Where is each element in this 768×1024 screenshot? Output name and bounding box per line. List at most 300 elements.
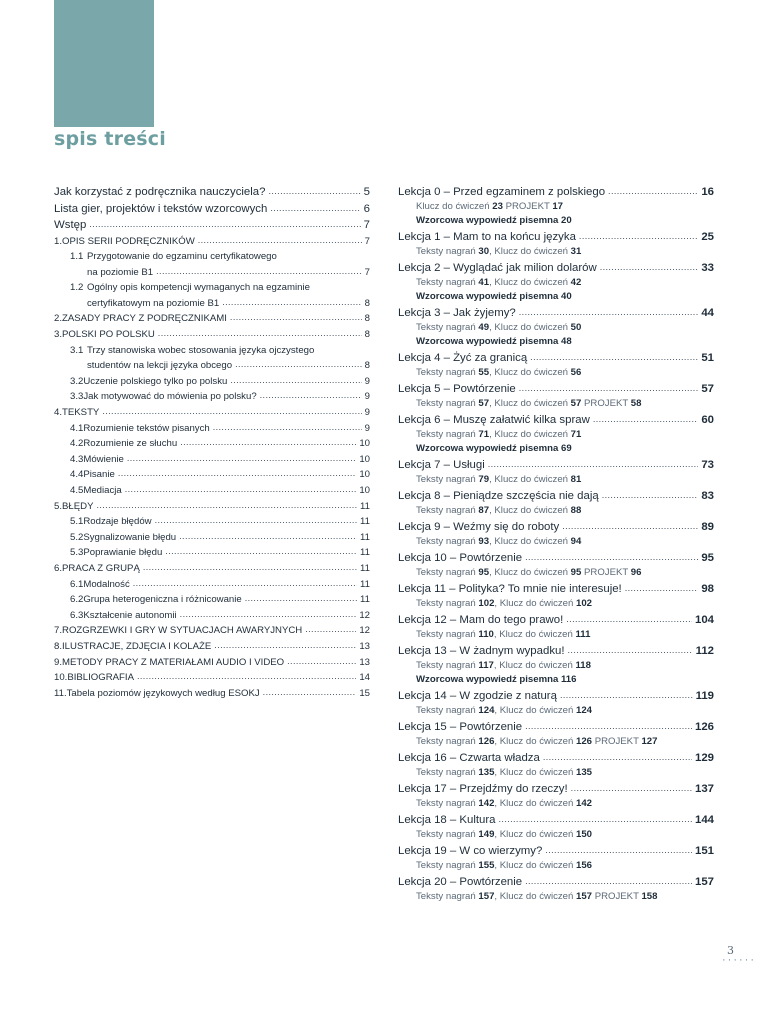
lesson-detail xyxy=(398,429,714,443)
detail-page-ref: 58 xyxy=(630,398,642,409)
detail-label: Teksty nagrań xyxy=(416,629,479,640)
toc-section[interactable] xyxy=(54,641,370,657)
lesson-entry[interactable] xyxy=(398,814,714,843)
toc-section-number: 6. xyxy=(54,562,63,574)
lesson-entry[interactable] xyxy=(398,521,714,550)
detail-page-ref: 71 xyxy=(478,429,490,440)
lesson-title: Lekcja 2 – Wyglądać jak milion dolarów xyxy=(398,262,597,274)
lesson-heading[interactable] xyxy=(398,721,714,736)
dot-leader xyxy=(260,390,362,401)
toc-subsection-page: 10 xyxy=(359,438,370,450)
dot-leader xyxy=(118,468,357,479)
toc-subsection[interactable] xyxy=(54,532,370,548)
lesson-heading[interactable] xyxy=(398,583,714,598)
detail-page-ref: 117 xyxy=(478,660,494,671)
toc-section[interactable] xyxy=(54,329,370,345)
toc-section-page: 7 xyxy=(364,235,370,247)
lesson-page: 95 xyxy=(701,552,714,564)
detail-page-ref: 41 xyxy=(478,277,490,288)
dot-leader xyxy=(179,531,357,542)
lesson-entry[interactable] xyxy=(398,783,714,812)
detail-page-ref: 149 xyxy=(478,829,495,840)
lesson-page: 60 xyxy=(701,414,714,426)
detail-label: PROJEKT xyxy=(581,567,631,578)
toc-section-page: 13 xyxy=(359,640,370,652)
dot-leader xyxy=(602,489,699,501)
detail-label: Teksty nagrań xyxy=(416,829,479,840)
toc-subsection-line1 xyxy=(54,282,370,298)
dot-leader xyxy=(579,230,698,242)
toc-entry-title: Wstęp xyxy=(54,219,87,231)
dot-leader xyxy=(165,546,357,557)
dot-leader xyxy=(525,875,692,887)
toc-subsection[interactable] xyxy=(54,485,370,501)
lesson-detail xyxy=(398,246,714,260)
lesson-title: Lekcja 1 – Mam to na końcu języka xyxy=(398,231,576,243)
detail-label: PROJEKT xyxy=(502,201,553,212)
lesson-entry[interactable] xyxy=(398,845,714,874)
lesson-entry[interactable] xyxy=(398,414,714,457)
toc-subsection[interactable] xyxy=(54,391,370,407)
page-number: 3 xyxy=(727,944,734,957)
detail-page-ref: 95 xyxy=(478,567,490,578)
toc-subsection-number: 1.1 xyxy=(70,251,84,263)
lesson-title: Lekcja 12 – Mam do tego prawo! xyxy=(398,614,564,626)
toc-subsection-title-cont: studentów na lekcji języka obcego xyxy=(87,360,233,372)
toc-subsection-title-cont: certyfikatowym na poziomie B1 xyxy=(87,297,220,309)
dot-leader xyxy=(525,551,698,563)
lesson-entry[interactable] xyxy=(398,614,714,643)
lesson-heading[interactable] xyxy=(398,645,714,660)
dot-leader xyxy=(180,437,356,448)
dot-leader xyxy=(545,844,692,856)
toc-section[interactable] xyxy=(54,563,370,579)
toc-section-title: BŁĘDY xyxy=(62,500,94,512)
detail-label: Teksty nagrań xyxy=(416,322,479,333)
lesson-detail xyxy=(398,505,714,519)
toc-section[interactable] xyxy=(54,672,370,688)
dot-leader xyxy=(568,644,693,656)
toc-subsection[interactable] xyxy=(54,438,370,454)
toc-subsection-number: 5.3 xyxy=(70,547,84,559)
lesson-heading[interactable] xyxy=(398,752,714,767)
toc-subsection[interactable] xyxy=(54,547,370,563)
lesson-detail xyxy=(398,736,714,750)
toc-subsection[interactable] xyxy=(54,579,370,595)
detail-page-ref: 124 xyxy=(576,705,593,716)
detail-page-ref: 57 xyxy=(570,398,582,409)
dot-leader xyxy=(214,640,356,651)
lesson-detail xyxy=(398,398,714,412)
detail-label: PROJEKT xyxy=(581,398,631,409)
detail-page-ref: 93 xyxy=(478,536,490,547)
dot-leader xyxy=(235,359,362,370)
detail-label: , Klucz do ćwiczeń xyxy=(489,536,571,547)
dot-leader xyxy=(180,609,357,620)
toc-entry[interactable] xyxy=(54,219,370,236)
lesson-page: 25 xyxy=(701,231,714,243)
toc-section-number: 4. xyxy=(54,407,63,419)
detail-page-ref: 135 xyxy=(576,767,593,778)
lesson-heading[interactable] xyxy=(398,783,714,798)
detail-page-ref: 81 xyxy=(570,474,582,485)
lesson-entry[interactable] xyxy=(398,459,714,488)
lesson-entry[interactable] xyxy=(398,383,714,412)
dot-leader xyxy=(158,328,362,339)
dot-leader xyxy=(263,687,357,698)
toc-subsection-page: 11 xyxy=(360,594,370,606)
detail-label: , Klucz do ćwiczeń xyxy=(489,277,571,288)
lesson-heading[interactable] xyxy=(398,521,714,536)
lesson-entry[interactable] xyxy=(398,490,714,519)
lesson-heading[interactable] xyxy=(398,352,714,367)
toc-subsection-number: 4.3 xyxy=(70,453,84,465)
dot-leader xyxy=(143,562,357,573)
dot-leader xyxy=(268,185,360,197)
lesson-detail xyxy=(398,322,714,336)
lesson-title: Lekcja 14 – W zgodzie z naturą xyxy=(398,690,557,702)
toc-subsection[interactable] xyxy=(54,454,370,470)
toc-section[interactable] xyxy=(54,501,370,517)
lesson-page: 119 xyxy=(695,690,714,702)
lesson-page: 33 xyxy=(701,262,714,274)
toc-subsection-page: 11 xyxy=(360,547,370,559)
lesson-entry[interactable] xyxy=(398,721,714,750)
lesson-heading[interactable] xyxy=(398,459,714,474)
toc-section-page: 12 xyxy=(359,625,370,637)
detail-page-ref: 30 xyxy=(478,246,490,257)
toc-section-title: TEKSTY xyxy=(62,407,100,419)
toc-right-column xyxy=(398,186,714,907)
toc-subsection-line1 xyxy=(54,251,370,267)
toc-subsection-title: Jak motywować do mówienia po polsku? xyxy=(83,391,257,403)
detail-page-ref: 111 xyxy=(575,629,591,640)
detail-label: , Klucz do ćwiczeń xyxy=(489,322,571,333)
detail-label: Teksty nagrań xyxy=(416,536,479,547)
lesson-entry[interactable] xyxy=(398,876,714,905)
dot-leader xyxy=(125,484,357,495)
lesson-page: 129 xyxy=(694,752,714,764)
detail-label: Teksty nagrań xyxy=(416,567,479,578)
lesson-heading[interactable] xyxy=(398,383,714,398)
lesson-title: Lekcja 13 – W żadnym wypadku! xyxy=(398,645,565,657)
toc-subsection[interactable] xyxy=(54,251,370,282)
dot-leader xyxy=(625,582,699,594)
dot-leader xyxy=(96,500,357,511)
detail-label: , Klucz do ćwiczeń xyxy=(489,567,571,578)
detail-label: , Klucz do ćwiczeń xyxy=(493,660,576,671)
lesson-page: 44 xyxy=(701,307,714,319)
toc-subsection[interactable] xyxy=(54,610,370,626)
toc-section-title: OPIS SERII PODRĘCZNIKÓW xyxy=(62,235,195,247)
detail-page-ref: 87 xyxy=(478,505,490,516)
toc-subsection-page: 9 xyxy=(364,422,370,434)
detail-label: , Klucz do ćwiczeń xyxy=(489,246,571,257)
toc-section-title: BIBLIOGRAFIA xyxy=(67,672,134,684)
toc-section-page: 8 xyxy=(364,313,370,325)
lesson-heading[interactable] xyxy=(398,262,714,277)
detail-label: Teksty nagrań xyxy=(416,798,479,809)
lesson-title: Lekcja 3 – Jak żyjemy? xyxy=(398,307,516,319)
lesson-page: 151 xyxy=(694,845,714,857)
dot-leader xyxy=(133,578,357,589)
toc-subsection-page: 10 xyxy=(359,469,370,481)
detail-page-ref: 55 xyxy=(478,367,490,378)
lesson-page: 104 xyxy=(694,614,714,626)
lesson-detail xyxy=(398,277,714,291)
detail-label: , Klucz do ćwiczeń xyxy=(494,767,577,778)
lesson-heading[interactable] xyxy=(398,307,714,322)
dot-leader xyxy=(102,406,361,417)
detail-label: Teksty nagrań xyxy=(416,598,479,609)
lesson-heading[interactable] xyxy=(398,814,714,829)
toc-section[interactable] xyxy=(54,236,370,252)
detail-label: Teksty nagrań xyxy=(416,367,479,378)
toc-subsection-line2 xyxy=(54,267,370,283)
detail-page-ref: 94 xyxy=(570,536,582,547)
detail-page-ref: 79 xyxy=(478,474,490,485)
toc-entry[interactable] xyxy=(54,203,370,220)
lesson-title: Lekcja 8 – Pieniądze szczęścia nie dają xyxy=(398,490,599,502)
toc-subsection-title: Rozumienie tekstów pisanych xyxy=(83,422,210,434)
detail-page-ref: 127 xyxy=(641,736,658,747)
toc-section-page: 11 xyxy=(360,562,370,574)
detail-page-ref: 42 xyxy=(570,277,582,288)
lesson-heading[interactable] xyxy=(398,876,714,891)
toc-subsection-page: 9 xyxy=(364,375,370,387)
toc-section[interactable] xyxy=(54,688,370,704)
toc-section[interactable] xyxy=(54,407,370,423)
detail-page-ref: 88 xyxy=(570,505,582,516)
toc-subsection-title: Poprawianie błędu xyxy=(83,547,163,559)
toc-subsection-number: 5.1 xyxy=(70,516,84,528)
toc-subsection[interactable] xyxy=(54,282,370,313)
detail-page-ref: 126 xyxy=(576,736,593,747)
detail-page-ref: 142 xyxy=(478,798,495,809)
toc-subsection-page: 11 xyxy=(360,516,370,528)
dot-leader xyxy=(530,351,698,363)
toc-subsection-title: Ogólny opis kompetencji wymaganych na egzaminie xyxy=(87,282,310,294)
toc-subsection-number: 4.4 xyxy=(70,469,84,481)
lesson-detail xyxy=(398,629,714,643)
toc-subsection[interactable] xyxy=(54,345,370,376)
lesson-detail xyxy=(398,798,714,812)
lesson-entry[interactable] xyxy=(398,262,714,305)
lesson-model-answer: Wzorcowa wypowiedź pisemna 20 xyxy=(416,215,572,226)
toc-subsection-number: 6.3 xyxy=(70,609,84,621)
toc-subsection-title: Rodzaje błędów xyxy=(83,516,152,528)
page-title: spis treści xyxy=(54,128,166,150)
detail-label: , Klucz do ćwiczeń xyxy=(494,860,577,871)
toc-subsection-number: 1.2 xyxy=(70,282,84,294)
toc-subsection-title: Modalność xyxy=(83,578,130,590)
toc-section-number: 8. xyxy=(54,640,63,652)
lesson-heading[interactable] xyxy=(398,231,714,246)
lesson-heading[interactable] xyxy=(398,490,714,505)
detail-label: Teksty nagrań xyxy=(416,277,479,288)
lesson-title: Lekcja 9 – Weźmy się do roboty xyxy=(398,521,560,533)
detail-label: Teksty nagrań xyxy=(416,246,479,257)
toc-left-column xyxy=(54,186,370,703)
toc-section-page: 9 xyxy=(364,407,370,419)
lesson-heading[interactable] xyxy=(398,414,714,429)
lesson-title: Lekcja 5 – Powtórzenie xyxy=(398,383,516,395)
toc-section[interactable] xyxy=(54,625,370,641)
toc-subsection-page: 11 xyxy=(360,531,370,543)
lesson-page: 157 xyxy=(694,876,714,888)
lesson-page: 112 xyxy=(695,645,714,657)
dot-leader xyxy=(230,312,362,323)
lesson-title: Lekcja 17 – Przejdźmy do rzeczy! xyxy=(398,783,568,795)
lesson-detail xyxy=(398,201,714,215)
lesson-heading[interactable] xyxy=(398,186,714,201)
lesson-heading[interactable] xyxy=(398,614,714,629)
toc-subsection[interactable] xyxy=(54,516,370,532)
detail-page-ref: 102 xyxy=(478,598,495,609)
dot-leader xyxy=(543,751,692,763)
lesson-detail xyxy=(398,598,714,612)
lesson-detail xyxy=(398,660,714,674)
toc-subsection[interactable] xyxy=(54,469,370,485)
dot-leader xyxy=(213,422,362,433)
dot-leader xyxy=(525,720,692,732)
detail-page-ref: 157 xyxy=(478,891,495,902)
lesson-entry[interactable] xyxy=(398,752,714,781)
lesson-entry[interactable] xyxy=(398,231,714,260)
detail-label: Teksty nagrań xyxy=(416,705,479,716)
dot-leader xyxy=(156,266,362,277)
lesson-page: 73 xyxy=(701,459,714,471)
lesson-entry[interactable] xyxy=(398,645,714,688)
lesson-title: Lekcja 6 – Muszę załatwić kilka spraw xyxy=(398,414,590,426)
lesson-page: 137 xyxy=(694,783,714,795)
toc-entry-title: Jak korzystać z podręcznika nauczyciela? xyxy=(54,186,266,198)
dot-leader xyxy=(488,458,699,470)
detail-label: , Klucz do ćwiczeń xyxy=(494,891,577,902)
lesson-detail xyxy=(398,536,714,550)
toc-section-title: POLSKI PO POLSKU xyxy=(62,329,155,341)
detail-label: Teksty nagrań xyxy=(416,474,479,485)
lesson-title: Lekcja 15 – Powtórzenie xyxy=(398,721,523,733)
toc-subsection-number: 4.5 xyxy=(70,485,84,496)
toc-subsection-title: Grupa heterogeniczna i różnicowanie xyxy=(83,594,242,606)
toc-subsection-number: 3.2 xyxy=(70,375,84,387)
detail-page-ref: 102 xyxy=(576,598,593,609)
lesson-title: Lekcja 7 – Usługi xyxy=(398,459,485,471)
lesson-detail xyxy=(398,767,714,781)
detail-label: , Klucz do ćwiczeń xyxy=(489,367,571,378)
detail-label: Teksty nagrań xyxy=(416,429,479,440)
detail-label: , Klucz do ćwiczeń xyxy=(494,598,577,609)
dot-leader xyxy=(305,624,356,635)
detail-label: Teksty nagrań xyxy=(416,505,479,516)
detail-page-ref: 56 xyxy=(570,367,582,378)
lesson-title: Lekcja 16 – Czwarta władza xyxy=(398,752,540,764)
lesson-page: 98 xyxy=(701,583,714,595)
lesson-entry[interactable] xyxy=(398,186,714,229)
detail-page-ref: 95 xyxy=(570,567,582,578)
toc-section[interactable] xyxy=(54,313,370,329)
toc-subsection-title: Sygnalizowanie błędu xyxy=(83,531,177,543)
lesson-page: 57 xyxy=(701,383,714,395)
lesson-detail xyxy=(398,829,714,843)
dot-leader xyxy=(127,453,356,464)
detail-page-ref: 150 xyxy=(576,829,593,840)
toc-section-title: ZASADY PRACY Z PODRĘCZNIKAMI xyxy=(62,313,227,325)
detail-page-ref: 57 xyxy=(478,398,490,409)
toc-section-number: 10. xyxy=(54,672,68,684)
detail-page-ref: 156 xyxy=(576,860,593,871)
detail-label: Klucz do ćwiczeń xyxy=(416,201,493,212)
toc-subsection-line2 xyxy=(54,298,370,314)
toc-entry[interactable] xyxy=(54,186,370,203)
lesson-entry[interactable] xyxy=(398,352,714,381)
toc-subsection[interactable] xyxy=(54,423,370,439)
dot-leader xyxy=(566,613,692,625)
detail-page-ref: 158 xyxy=(641,891,658,902)
dot-leader xyxy=(519,382,699,394)
lesson-title: Lekcja 11 – Polityka? To mnie nie interesuje! xyxy=(398,583,622,595)
lesson-heading[interactable] xyxy=(398,845,714,860)
lesson-heading[interactable] xyxy=(398,690,714,705)
dot-leader xyxy=(89,218,360,230)
toc-section-number: 11. xyxy=(54,687,67,699)
detail-page-ref: 124 xyxy=(478,705,495,716)
lesson-detail xyxy=(398,474,714,488)
lesson-title: Lekcja 0 – Przed egzaminem z polskiego xyxy=(398,186,606,198)
lesson-entry[interactable] xyxy=(398,690,714,719)
detail-label: Teksty nagrań xyxy=(416,891,479,902)
toc-section-title: METODY PRACY Z MATERIAŁAMI AUDIO I VIDEO xyxy=(62,656,285,668)
toc-entry-page: 6 xyxy=(363,202,370,215)
lesson-title: Lekcja 4 – Żyć za granicą xyxy=(398,352,528,364)
toc-entry-title: Lista gier, projektów i tekstów wzorcowych xyxy=(54,202,268,215)
detail-label: , Klucz do ćwiczeń xyxy=(494,829,577,840)
dot-leader xyxy=(608,185,698,197)
toc-section-number: 5. xyxy=(54,500,63,512)
lesson-page: 16 xyxy=(701,186,714,198)
detail-label: Teksty nagrań xyxy=(416,860,479,871)
lesson-entry[interactable] xyxy=(398,583,714,612)
toc-subsection-title: Przygotowanie do egzaminu certyfikatowego xyxy=(87,251,277,263)
toc-subsection-page: 8 xyxy=(364,297,370,309)
toc-section[interactable] xyxy=(54,657,370,673)
detail-label: , Klucz do ćwiczeń xyxy=(494,705,577,716)
toc-subsection[interactable] xyxy=(54,594,370,610)
dot-leader xyxy=(245,593,357,604)
lesson-heading[interactable] xyxy=(398,552,714,567)
toc-subsection-page: 11 xyxy=(360,578,370,590)
lesson-entry[interactable] xyxy=(398,307,714,350)
toc-subsection[interactable] xyxy=(54,376,370,392)
toc-subsection-page: 12 xyxy=(359,609,370,621)
toc-section-number: 9. xyxy=(54,656,63,668)
toc-subsection-title: Uczenie polskiego tylko po polsku xyxy=(83,375,228,387)
lesson-model-answer: Wzorcowa wypowiedź pisemna 48 xyxy=(416,336,572,347)
toc-subsection-number: 3.1 xyxy=(70,344,84,356)
toc-subsection-number: 3.3 xyxy=(70,391,84,403)
detail-label: PROJEKT xyxy=(592,891,642,902)
toc-subsection-number: 5.2 xyxy=(70,531,84,543)
toc-section-number: 1. xyxy=(54,235,63,247)
detail-page-ref: 17 xyxy=(552,201,563,212)
detail-page-ref: 135 xyxy=(478,767,495,778)
lesson-title: Lekcja 10 – Powtórzenie xyxy=(398,552,523,564)
detail-page-ref: 126 xyxy=(478,736,495,747)
dot-leader xyxy=(137,671,356,682)
header-color-block xyxy=(54,0,154,127)
lesson-entry[interactable] xyxy=(398,552,714,581)
